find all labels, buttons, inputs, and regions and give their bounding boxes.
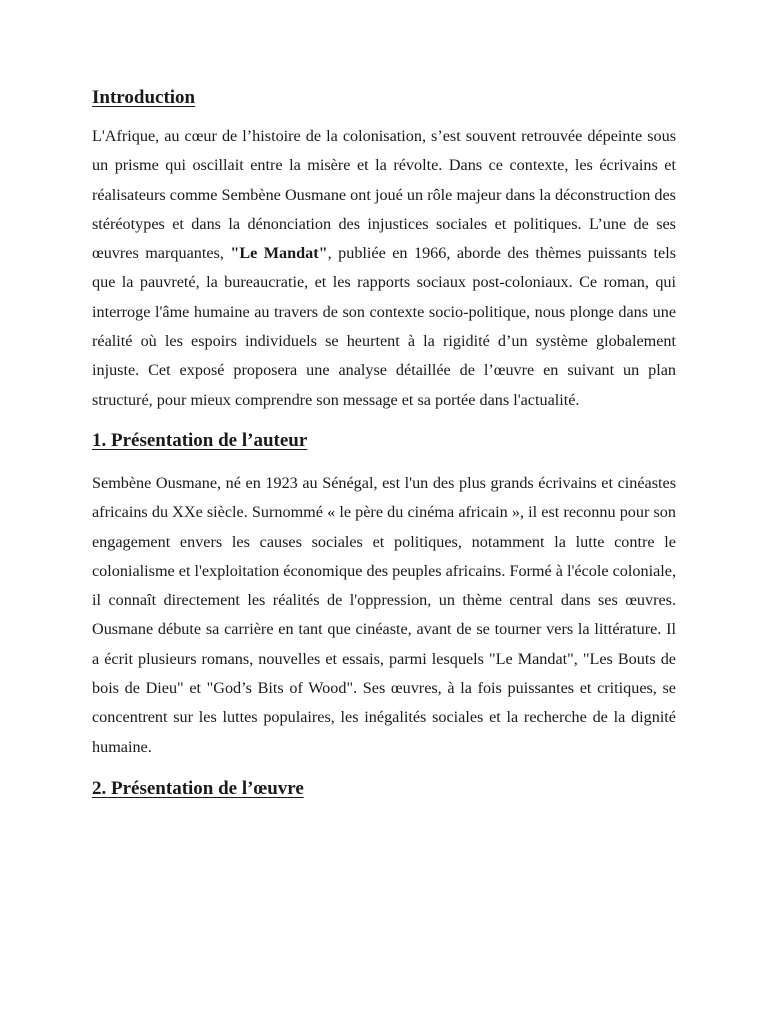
document-page [92,84,676,803]
intro-book-title: "Le Mandat" [230,244,328,263]
intro-paragraph [92,122,676,415]
section-1-heading: 1. Présentation de l’auteur [92,429,308,451]
intro-text-after: , publiée en 1966, aborde des thèmes puissants tels que la pauvreté, la bureaucratie, et les rapports sociaux post-coloniaux. Ce roman, qui interroge l'âme humaine au travers de son contexte socio-politique, nous plonge dans une réalité où les espoirs individuels se heurtent à la rigidité d’un système globalement injuste. Cet exposé proposera une analyse détaillée de l’œuvre en suivant un plan structuré, pour mieux comprendre son message et sa portée dans l'actualité. [92,244,676,409]
intro-heading: Introduction [92,87,196,108]
section-1-paragraph: Sembène Ousmane, né en 1923 au Sénégal, est l'un des plus grands écrivains et cinéastes africains du XXe siècle. Surnommé « le père du cinéma africain », il est reconnu pour son engagement envers les causes sociales et politiques, notamment la lutte contre le colonialisme et l'exploitation économique des peuples africains. Formé à l'école coloniale, il connaît directement les réalités de l'oppression, un thème central dans ses œuvres. Ousmane débute sa carrière en tant que cinéaste, avant de se tourner vers la littérature. Il a écrit plusieurs romans, nouvelles et essais, parmi lesquels "Le Mandat", "Les Bouts de bois de Dieu" et "God’s Bits of Wood". Ses œuvres, à la fois puissantes et critiques, se concentrent sur les luttes populaires, les inégalités sociales et la recherche de la dignité humaine. [92,473,676,756]
section-2-heading: 2. Présentation de l’œuvre [92,777,304,799]
intro-text-before: L'Afrique, au cœur de l’histoire de la colonisation, s’est souvent retrouvée dépeinte sous un prisme qui oscillait entre la misère et la révolte. Dans ce contexte, les écrivains et réalisateurs comme Sembène Ousmane ont joué un rôle majeur dans la déconstruction des stéréotypes et dans la dénonciation des injustices sociales et politiques. L’une de ses œuvres marquantes, [92,127,676,263]
